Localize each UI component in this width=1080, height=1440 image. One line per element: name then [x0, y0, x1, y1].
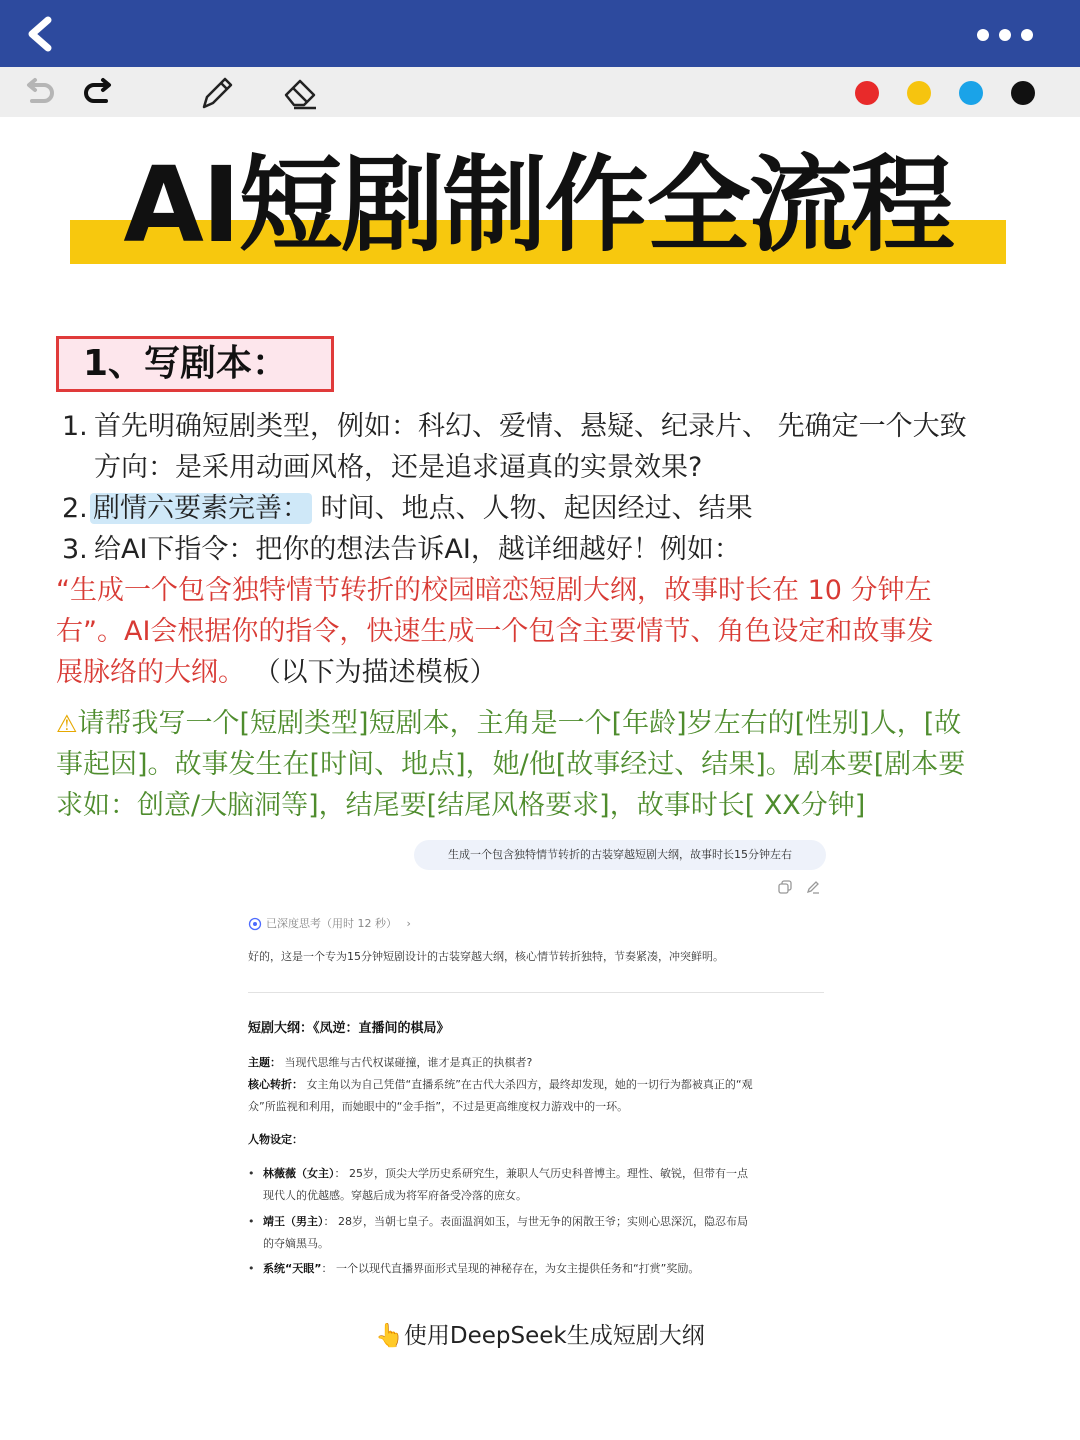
example-line-2: 右”。AI会根据你的指令，快速生成一个包含主要情节、角色设定和故事发 [56, 616, 934, 647]
example-line-1: “生成一个包含独特情节转折的校园暗恋短剧大纲，故事时长在 10 分钟左 [56, 575, 932, 606]
twist-text-2: 众”所监视和利用，而她眼中的“金手指”，不过是更高维度权力游戏中的一环。 [248, 1100, 629, 1113]
template-line-1-text: 请帮我写一个[短剧类型]短剧本，主角是一个[年龄]岁左右的[性别]人，[故 [77, 708, 962, 739]
item-3-number: 3. [62, 534, 88, 565]
template-line-2: 事起因]。故事发生在[时间、地点]，她/他[故事经过、结果]。剧本要[剧本要 [56, 749, 966, 780]
item-1-line-1: 首先明确短剧类型，例如：科幻、爱情、悬疑、纪录片、 先确定一个大致 [94, 411, 967, 442]
color-black[interactable] [1011, 81, 1035, 105]
caption [0, 1318, 1080, 1354]
item-2-number: 2. [62, 493, 88, 524]
theme-text: 当现代思维与古代权谋碰撞，谁才是真正的执棋者? [284, 1056, 533, 1069]
reply-intro: 好的，这是一个专为15分钟短剧设计的古装穿越大纲，核心情节转折独特，节奏紧凑，冲突鲜明。 [248, 950, 724, 963]
undo-icon[interactable] [22, 75, 58, 111]
item-2-line [90, 488, 753, 529]
copy-icon[interactable] [778, 880, 792, 894]
char-3-text: ： 一个以现代直播界面形式呈现的神秘存在，为女主提供任务和“打赏”奖励。 [321, 1262, 700, 1275]
char-2-bullet: • [248, 1215, 255, 1228]
char-1-name: 林薇薇（女主） [263, 1167, 335, 1180]
item-3-line: 给AI下指令：把你的想法告诉AI，越详细越好！例如： [94, 534, 741, 565]
example-line-3 [56, 652, 497, 693]
color-red[interactable] [855, 81, 879, 105]
example-line-3-note: （以下为描述模板） [253, 657, 497, 688]
example-line-3-red: 展脉络的大纲。 [56, 657, 245, 688]
top-app-bar [0, 0, 1080, 67]
char-2-text-1: ： 28岁，当朝七皇子。表面温润如玉，与世无争的闲散王爷；实则心思深沉，隐忍布局 [323, 1215, 748, 1228]
twist-text-1: 女主角以为自己凭借“直播系统”在古代大杀四方，最终却发现，她的一切行为都被真正的“观 [306, 1078, 753, 1091]
characters-label: 人物设定： [248, 1133, 303, 1146]
twist-label: 核心转折： [248, 1078, 303, 1091]
thinking-label: 已深度思考（用时 12 秒） [266, 917, 397, 930]
pencil-icon[interactable] [198, 75, 234, 111]
char-1-bullet: • [248, 1167, 255, 1180]
deepseek-screenshot [228, 830, 848, 1290]
color-blue[interactable] [959, 81, 983, 105]
eraser-icon[interactable] [282, 75, 318, 111]
theme-label: 主题： [248, 1056, 281, 1069]
char-3-name: 系统“天眼” [263, 1262, 322, 1275]
template-line-3: 求如：创意/大脑洞等]，结尾要[结尾风格要求]，故事时长[ XX分钟] [56, 790, 866, 821]
reply-divider [248, 992, 824, 993]
chevron-right-icon: › [406, 917, 411, 930]
color-yellow[interactable] [907, 81, 931, 105]
char-2-name: 靖王（男主） [263, 1215, 324, 1228]
char-1-text-1: ： 25岁，顶尖大学历史系研究生，兼职人气历史科普博主。理性、敏锐，但带有一点 [334, 1167, 748, 1180]
outline-title: 短剧大纲：《凤逆：直播间的棋局》 [248, 1021, 450, 1036]
char-3-line [263, 1258, 699, 1280]
thinking-status[interactable] [266, 913, 411, 935]
pointing-up-icon: 👆 [375, 1323, 404, 1349]
item-1-line-2: 方向：是采用动画风格，还是追求逼真的实景效果? [94, 452, 703, 483]
edit-icon[interactable] [806, 880, 820, 894]
warning-icon: ⚠ [56, 710, 78, 738]
char-2-text-2: 的夺嫡黑马。 [263, 1237, 329, 1250]
chevron-left-icon[interactable] [22, 14, 58, 54]
more-dots-icon[interactable] [974, 26, 1038, 44]
caption-text: 使用DeepSeek生成短剧大纲 [403, 1323, 705, 1349]
item-2-highlight: 剧情六要素完善： [90, 493, 312, 524]
char-1-line-1 [263, 1163, 748, 1185]
item-1-number: 1. [62, 411, 88, 442]
title-block [70, 140, 1006, 270]
user-prompt-bubble: 生成一个包含独特情节转折的古装穿越短剧大纲，故事时长15分钟左右 [414, 840, 826, 870]
page-title: AI短剧制作全流程 [123, 144, 953, 266]
char-1-text-2: 现代人的优越感。穿越后成为将军府备受冷落的庶女。 [263, 1189, 527, 1202]
theme-row [248, 1052, 532, 1074]
deep-think-icon [248, 917, 262, 931]
template-line-1 [56, 703, 961, 745]
char-3-bullet: • [248, 1262, 255, 1275]
twist-row [248, 1074, 753, 1096]
redo-icon[interactable] [80, 75, 116, 111]
char-2-line-1 [263, 1211, 748, 1233]
item-2-rest: 时间、地点、人物、起因经过、结果 [320, 493, 753, 524]
section-heading: 1、写剧本： [56, 336, 334, 392]
